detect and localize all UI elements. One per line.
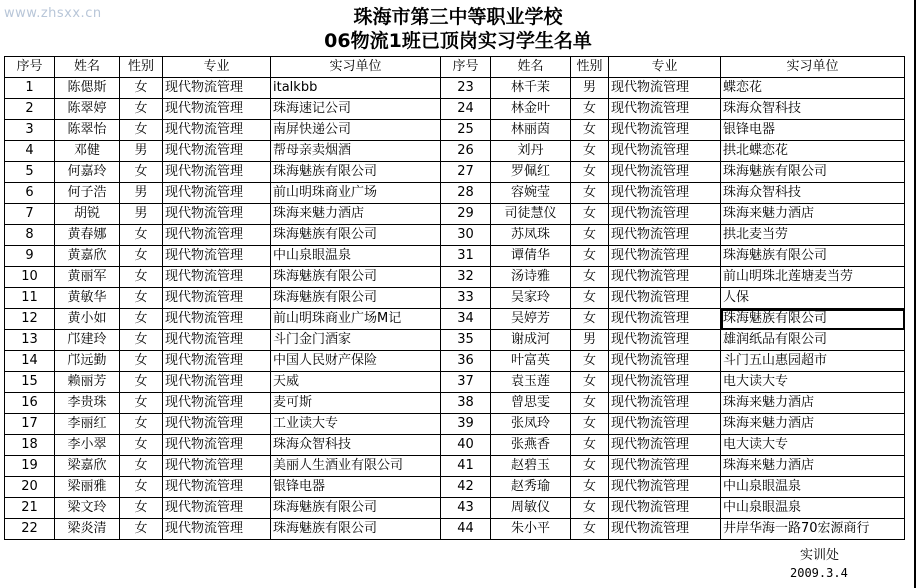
cell-gender[interactable]: 女 [120, 120, 163, 141]
cell-gender-right[interactable]: 男 [571, 78, 609, 99]
cell-major[interactable]: 现代物流管理 [163, 267, 271, 288]
cell-seq[interactable]: 21 [5, 498, 55, 519]
cell-gender[interactable]: 女 [120, 225, 163, 246]
table-row [5, 393, 905, 414]
cell-major-right[interactable]: 现代物流管理 [609, 99, 721, 120]
cell-name[interactable]: 黄小如 [55, 309, 120, 330]
cell-seq-right[interactable]: 34 [441, 309, 491, 330]
cell-unit[interactable]: 珠海速记公司 [271, 99, 441, 120]
cell-major-right[interactable]: 现代物流管理 [609, 456, 721, 477]
cell-major-right[interactable]: 现代物流管理 [609, 288, 721, 309]
table-row [5, 225, 905, 246]
cell-name-right[interactable]: 吴婷芳 [491, 309, 571, 330]
cell-seq-right[interactable]: 33 [441, 288, 491, 309]
header-gender-right[interactable]: 性别 [571, 57, 609, 78]
cell-unit-right[interactable]: 银锋电器 [721, 120, 905, 141]
cell-seq-right[interactable]: 39 [441, 414, 491, 435]
header-unit[interactable]: 实习单位 [271, 57, 441, 78]
table-row [5, 246, 905, 267]
cell-seq[interactable]: 11 [5, 288, 55, 309]
cell-major-right[interactable]: 现代物流管理 [609, 330, 721, 351]
table-row [5, 120, 905, 141]
cell-gender-right[interactable]: 女 [571, 183, 609, 204]
cell-name[interactable]: 黄敏华 [55, 288, 120, 309]
cell-seq[interactable]: 8 [5, 225, 55, 246]
cell-unit-right[interactable]: 珠海来魅力酒店 [721, 456, 905, 477]
cell-major[interactable]: 现代物流管理 [163, 330, 271, 351]
cell-name[interactable]: 黄嘉欣 [55, 246, 120, 267]
cell-gender[interactable]: 女 [120, 393, 163, 414]
cell-unit-right[interactable]: 珠海来魅力酒店 [721, 414, 905, 435]
header-name-right[interactable]: 姓名 [491, 57, 571, 78]
cell-gender-right[interactable]: 女 [571, 120, 609, 141]
document-title: 珠海市第三中等职业学校 [353, 6, 563, 28]
cell-unit-right[interactable]: 井岸华海一路70宏源商行 [721, 519, 905, 540]
cell-gender[interactable]: 女 [120, 351, 163, 372]
cell-unit[interactable]: 珠海来魅力酒店 [271, 204, 441, 225]
cell-seq[interactable]: 4 [5, 141, 55, 162]
cell-gender[interactable]: 女 [120, 309, 163, 330]
cell-gender-right[interactable]: 女 [571, 498, 609, 519]
cell-name[interactable]: 梁丽雅 [55, 477, 120, 498]
cell-unit[interactable]: 帮母亲卖烟酒 [271, 141, 441, 162]
header-name[interactable]: 姓名 [55, 57, 120, 78]
cell-gender[interactable]: 男 [120, 141, 163, 162]
cell-name[interactable]: 黄春娜 [55, 225, 120, 246]
cell-gender-right[interactable]: 女 [571, 225, 609, 246]
cell-unit[interactable]: italkbb [271, 78, 441, 99]
cell-name[interactable]: 邝建玲 [55, 330, 120, 351]
cell-unit[interactable]: 南屏快递公司 [271, 120, 441, 141]
cell-gender-right[interactable]: 女 [571, 372, 609, 393]
cell-name-right[interactable]: 曾思雯 [491, 393, 571, 414]
cell-gender[interactable]: 女 [120, 414, 163, 435]
cell-seq-right[interactable]: 35 [441, 330, 491, 351]
cell-major-right[interactable]: 现代物流管理 [609, 162, 721, 183]
cell-unit[interactable]: 前山明珠商业广场M记 [271, 309, 441, 330]
cell-name[interactable]: 邓健 [55, 141, 120, 162]
cell-seq-right[interactable]: 24 [441, 99, 491, 120]
cell-seq-right[interactable]: 37 [441, 372, 491, 393]
cell-seq[interactable]: 20 [5, 477, 55, 498]
cell-unit[interactable]: 珠海魅族有限公司 [271, 288, 441, 309]
cell-seq-right[interactable]: 30 [441, 225, 491, 246]
cell-name[interactable]: 黄丽军 [55, 267, 120, 288]
cell-gender[interactable]: 女 [120, 519, 163, 540]
cell-name-right[interactable]: 谢成河 [491, 330, 571, 351]
cell-seq[interactable]: 9 [5, 246, 55, 267]
cell-unit-right[interactable]: 拱北蝶恋花 [721, 141, 905, 162]
cell-gender-right[interactable]: 女 [571, 288, 609, 309]
cell-name[interactable]: 梁文玲 [55, 498, 120, 519]
cell-seq-right[interactable]: 40 [441, 435, 491, 456]
cell-unit[interactable]: 斗门金门酒家 [271, 330, 441, 351]
cell-gender[interactable]: 女 [120, 246, 163, 267]
table-row [5, 267, 905, 288]
cell-major[interactable]: 现代物流管理 [163, 456, 271, 477]
cell-gender[interactable]: 女 [120, 498, 163, 519]
cell-gender-right[interactable]: 女 [571, 204, 609, 225]
cell-name-right[interactable]: 汤诗雅 [491, 267, 571, 288]
cell-gender-right[interactable]: 女 [571, 162, 609, 183]
cell-unit-right[interactable]: 人保 [721, 288, 905, 309]
cell-name-right[interactable]: 张凤玲 [491, 414, 571, 435]
cell-name[interactable]: 胡锐 [55, 204, 120, 225]
cell-seq-right[interactable]: 25 [441, 120, 491, 141]
cell-unit-right[interactable]: 蝶恋花 [721, 78, 905, 99]
cell-major-right[interactable]: 现代物流管理 [609, 204, 721, 225]
cell-name-right[interactable]: 赵碧玉 [491, 456, 571, 477]
table-row [5, 204, 905, 225]
cell-gender[interactable]: 女 [120, 99, 163, 120]
cell-seq-right[interactable]: 42 [441, 477, 491, 498]
cell-unit-right[interactable]: 中山泉眼温泉 [721, 477, 905, 498]
cell-name-right[interactable]: 容婉莹 [491, 183, 571, 204]
cell-unit[interactable]: 美丽人生酒业有限公司 [271, 456, 441, 477]
cell-gender-right[interactable]: 女 [571, 393, 609, 414]
cell-seq[interactable]: 5 [5, 162, 55, 183]
cell-major-right[interactable]: 现代物流管理 [609, 225, 721, 246]
cell-seq[interactable]: 18 [5, 435, 55, 456]
cell-name[interactable]: 李贵珠 [55, 393, 120, 414]
cell-name[interactable]: 梁嘉欣 [55, 456, 120, 477]
cell-gender-right[interactable]: 女 [571, 246, 609, 267]
table-row [5, 288, 905, 309]
cell-major-right[interactable]: 现代物流管理 [609, 78, 721, 99]
cell-gender[interactable]: 女 [120, 162, 163, 183]
cell-name-right[interactable]: 吴家玲 [491, 288, 571, 309]
cell-unit[interactable]: 中山泉眼温泉 [271, 246, 441, 267]
document-subtitle: 06物流1班已顶岗实习学生名单 [324, 30, 592, 52]
cell-major-right[interactable]: 现代物流管理 [609, 246, 721, 267]
cell-gender[interactable]: 女 [120, 288, 163, 309]
cell-name-right[interactable]: 苏凤珠 [491, 225, 571, 246]
cell-seq-right[interactable]: 26 [441, 141, 491, 162]
cell-seq-right[interactable]: 32 [441, 267, 491, 288]
cell-gender-right[interactable]: 男 [571, 330, 609, 351]
cell-unit-right[interactable]: 珠海来魅力酒店 [721, 393, 905, 414]
header-gender[interactable]: 性别 [120, 57, 163, 78]
cell-major[interactable]: 现代物流管理 [163, 519, 271, 540]
table-row [5, 309, 905, 330]
cell-seq-right[interactable]: 23 [441, 78, 491, 99]
footer-date: 2009.3.4 [790, 566, 848, 580]
cell-seq-right[interactable]: 43 [441, 498, 491, 519]
cell-gender[interactable]: 女 [120, 330, 163, 351]
table-row [5, 78, 905, 99]
student-roster-table [4, 56, 905, 540]
cell-major[interactable]: 现代物流管理 [163, 309, 271, 330]
table-row [5, 183, 905, 204]
cell-major-right[interactable]: 现代物流管理 [609, 498, 721, 519]
cell-gender[interactable]: 男 [120, 204, 163, 225]
cell-seq-right[interactable]: 28 [441, 183, 491, 204]
table-row [5, 498, 905, 519]
cell-major[interactable]: 现代物流管理 [163, 162, 271, 183]
cell-gender[interactable]: 女 [120, 372, 163, 393]
cell-seq[interactable]: 6 [5, 183, 55, 204]
cell-unit[interactable]: 珠海魅族有限公司 [271, 519, 441, 540]
cell-unit[interactable]: 珠海魅族有限公司 [271, 267, 441, 288]
cell-major-right[interactable]: 现代物流管理 [609, 393, 721, 414]
cell-seq[interactable]: 17 [5, 414, 55, 435]
cell-major-right[interactable]: 现代物流管理 [609, 141, 721, 162]
cell-unit-right[interactable]: 珠海魅族有限公司 [721, 162, 905, 183]
cell-major[interactable]: 现代物流管理 [163, 414, 271, 435]
cell-unit-right[interactable]: 电大读大专 [721, 372, 905, 393]
cell-name-right[interactable]: 刘丹 [491, 141, 571, 162]
cell-unit-right[interactable]: 珠海魅族有限公司 [721, 246, 905, 267]
cell-seq-right[interactable]: 36 [441, 351, 491, 372]
cell-major[interactable]: 现代物流管理 [163, 225, 271, 246]
cell-seq[interactable]: 3 [5, 120, 55, 141]
cell-major-right[interactable]: 现代物流管理 [609, 414, 721, 435]
cell-unit[interactable]: 银锋电器 [271, 477, 441, 498]
cell-seq[interactable]: 1 [5, 78, 55, 99]
cell-major[interactable]: 现代物流管理 [163, 120, 271, 141]
cell-gender[interactable]: 女 [120, 435, 163, 456]
cell-seq-right[interactable]: 31 [441, 246, 491, 267]
cell-gender-right[interactable]: 女 [571, 351, 609, 372]
cell-unit-right[interactable]: 珠海来魅力酒店 [721, 204, 905, 225]
cell-major[interactable]: 现代物流管理 [163, 204, 271, 225]
cell-gender-right[interactable]: 女 [571, 435, 609, 456]
cell-major[interactable]: 现代物流管理 [163, 99, 271, 120]
cell-major[interactable]: 现代物流管理 [163, 141, 271, 162]
cell-gender-right[interactable]: 女 [571, 309, 609, 330]
cell-gender-right[interactable]: 女 [571, 99, 609, 120]
cell-major-right[interactable]: 现代物流管理 [609, 309, 721, 330]
cell-name[interactable]: 赖丽芳 [55, 372, 120, 393]
cell-unit[interactable]: 麦可斯 [271, 393, 441, 414]
cell-major-right[interactable]: 现代物流管理 [609, 435, 721, 456]
cell-unit-right[interactable]: 雄润纸品有限公司 [721, 330, 905, 351]
cell-gender-right[interactable]: 女 [571, 267, 609, 288]
cell-seq[interactable]: 7 [5, 204, 55, 225]
table-row [5, 477, 905, 498]
cell-name[interactable]: 陈偲斯 [55, 78, 120, 99]
cell-major[interactable]: 现代物流管理 [163, 351, 271, 372]
table-row [5, 99, 905, 120]
cell-major-right[interactable]: 现代物流管理 [609, 372, 721, 393]
cell-gender-right[interactable]: 女 [571, 414, 609, 435]
cell-unit-right[interactable]: 中山泉眼温泉 [721, 498, 905, 519]
header-unit-right[interactable]: 实习单位 [721, 57, 905, 78]
cell-unit-right[interactable]: 电大读大专 [721, 435, 905, 456]
table-row [5, 330, 905, 351]
watermark: www.zhsxx.cn [4, 6, 102, 21]
cell-unit[interactable]: 前山明珠商业广场 [271, 183, 441, 204]
cell-gender-right[interactable]: 女 [571, 519, 609, 540]
cell-unit[interactable]: 工业读大专 [271, 414, 441, 435]
cell-seq[interactable]: 2 [5, 99, 55, 120]
cell-name-right[interactable]: 叶富英 [491, 351, 571, 372]
cell-major[interactable]: 现代物流管理 [163, 183, 271, 204]
cell-name[interactable]: 邝远勤 [55, 351, 120, 372]
cell-unit-right[interactable]: 珠海魅族有限公司 [721, 309, 905, 330]
cell-gender-right[interactable]: 女 [571, 477, 609, 498]
cell-unit-right[interactable]: 珠海众智科技 [721, 99, 905, 120]
cell-seq[interactable]: 14 [5, 351, 55, 372]
cell-seq-right[interactable]: 44 [441, 519, 491, 540]
cell-unit-right[interactable]: 斗门五山惠园超市 [721, 351, 905, 372]
cell-gender-right[interactable]: 女 [571, 456, 609, 477]
header-seq-right[interactable]: 序号 [441, 57, 491, 78]
cell-gender[interactable]: 女 [120, 78, 163, 99]
cell-major-right[interactable]: 现代物流管理 [609, 519, 721, 540]
cell-seq[interactable]: 12 [5, 309, 55, 330]
cell-gender[interactable]: 女 [120, 456, 163, 477]
cell-unit[interactable]: 珠海魅族有限公司 [271, 162, 441, 183]
cell-major-right[interactable]: 现代物流管理 [609, 477, 721, 498]
cell-name-right[interactable]: 谭倩华 [491, 246, 571, 267]
table-row [5, 519, 905, 540]
table-row [5, 414, 905, 435]
cell-major[interactable]: 现代物流管理 [163, 288, 271, 309]
header-major-right[interactable]: 专业 [609, 57, 721, 78]
cell-name[interactable]: 李丽红 [55, 414, 120, 435]
cell-major-right[interactable]: 现代物流管理 [609, 267, 721, 288]
cell-unit-right[interactable]: 珠海众智科技 [721, 183, 905, 204]
cell-name[interactable]: 何嘉玲 [55, 162, 120, 183]
header-major[interactable]: 专业 [163, 57, 271, 78]
cell-gender[interactable]: 男 [120, 183, 163, 204]
cell-name-right[interactable]: 赵秀瑜 [491, 477, 571, 498]
cell-name[interactable]: 梁炎清 [55, 519, 120, 540]
cell-name[interactable]: 陈翠怡 [55, 120, 120, 141]
cell-seq-right[interactable]: 29 [441, 204, 491, 225]
cell-unit-right[interactable]: 拱北麦当劳 [721, 225, 905, 246]
cell-seq-right[interactable]: 41 [441, 456, 491, 477]
table-row [5, 162, 905, 183]
cell-gender-right[interactable]: 女 [571, 141, 609, 162]
cell-seq-right[interactable]: 38 [441, 393, 491, 414]
table-row [5, 351, 905, 372]
cell-name-right[interactable]: 周敏仪 [491, 498, 571, 519]
cell-major-right[interactable]: 现代物流管理 [609, 120, 721, 141]
cell-unit[interactable]: 珠海魅族有限公司 [271, 498, 441, 519]
cell-major[interactable]: 现代物流管理 [163, 78, 271, 99]
cell-name-right[interactable]: 林金叶 [491, 99, 571, 120]
cell-unit[interactable]: 中国人民财产保险 [271, 351, 441, 372]
cell-name[interactable]: 何子浩 [55, 183, 120, 204]
cell-seq[interactable]: 19 [5, 456, 55, 477]
cell-name[interactable]: 陈翠婷 [55, 99, 120, 120]
cell-major-right[interactable]: 现代物流管理 [609, 183, 721, 204]
cell-name-right[interactable]: 袁玉莲 [491, 372, 571, 393]
cell-seq[interactable]: 13 [5, 330, 55, 351]
cell-major[interactable]: 现代物流管理 [163, 498, 271, 519]
cell-name-right[interactable]: 罗佩红 [491, 162, 571, 183]
cell-unit[interactable]: 珠海魅族有限公司 [271, 225, 441, 246]
table-row [5, 456, 905, 477]
footer-department: 实训处 [800, 548, 840, 563]
cell-name[interactable]: 李小翠 [55, 435, 120, 456]
cell-name-right[interactable]: 林丽茵 [491, 120, 571, 141]
cell-name-right[interactable]: 司徒慧仪 [491, 204, 571, 225]
cell-unit[interactable]: 珠海众智科技 [271, 435, 441, 456]
header-row [5, 57, 905, 78]
cell-gender[interactable]: 女 [120, 267, 163, 288]
cell-seq[interactable]: 16 [5, 393, 55, 414]
header-seq[interactable]: 序号 [5, 57, 55, 78]
table-row [5, 435, 905, 456]
cell-name-right[interactable]: 朱小平 [491, 519, 571, 540]
cell-name-right[interactable]: 张燕香 [491, 435, 571, 456]
cell-major-right[interactable]: 现代物流管理 [609, 351, 721, 372]
cell-major[interactable]: 现代物流管理 [163, 477, 271, 498]
cell-seq[interactable]: 22 [5, 519, 55, 540]
cell-unit-right[interactable]: 前山明珠北莲塘麦当劳 [721, 267, 905, 288]
cell-seq-right[interactable]: 27 [441, 162, 491, 183]
cell-major[interactable]: 现代物流管理 [163, 435, 271, 456]
cell-seq[interactable]: 15 [5, 372, 55, 393]
cell-major[interactable]: 现代物流管理 [163, 246, 271, 267]
cell-unit[interactable]: 天威 [271, 372, 441, 393]
cell-major[interactable]: 现代物流管理 [163, 372, 271, 393]
cell-gender[interactable]: 女 [120, 477, 163, 498]
cell-name-right[interactable]: 林千茉 [491, 78, 571, 99]
cell-seq[interactable]: 10 [5, 267, 55, 288]
table-row [5, 141, 905, 162]
table-row [5, 372, 905, 393]
cell-major[interactable]: 现代物流管理 [163, 393, 271, 414]
